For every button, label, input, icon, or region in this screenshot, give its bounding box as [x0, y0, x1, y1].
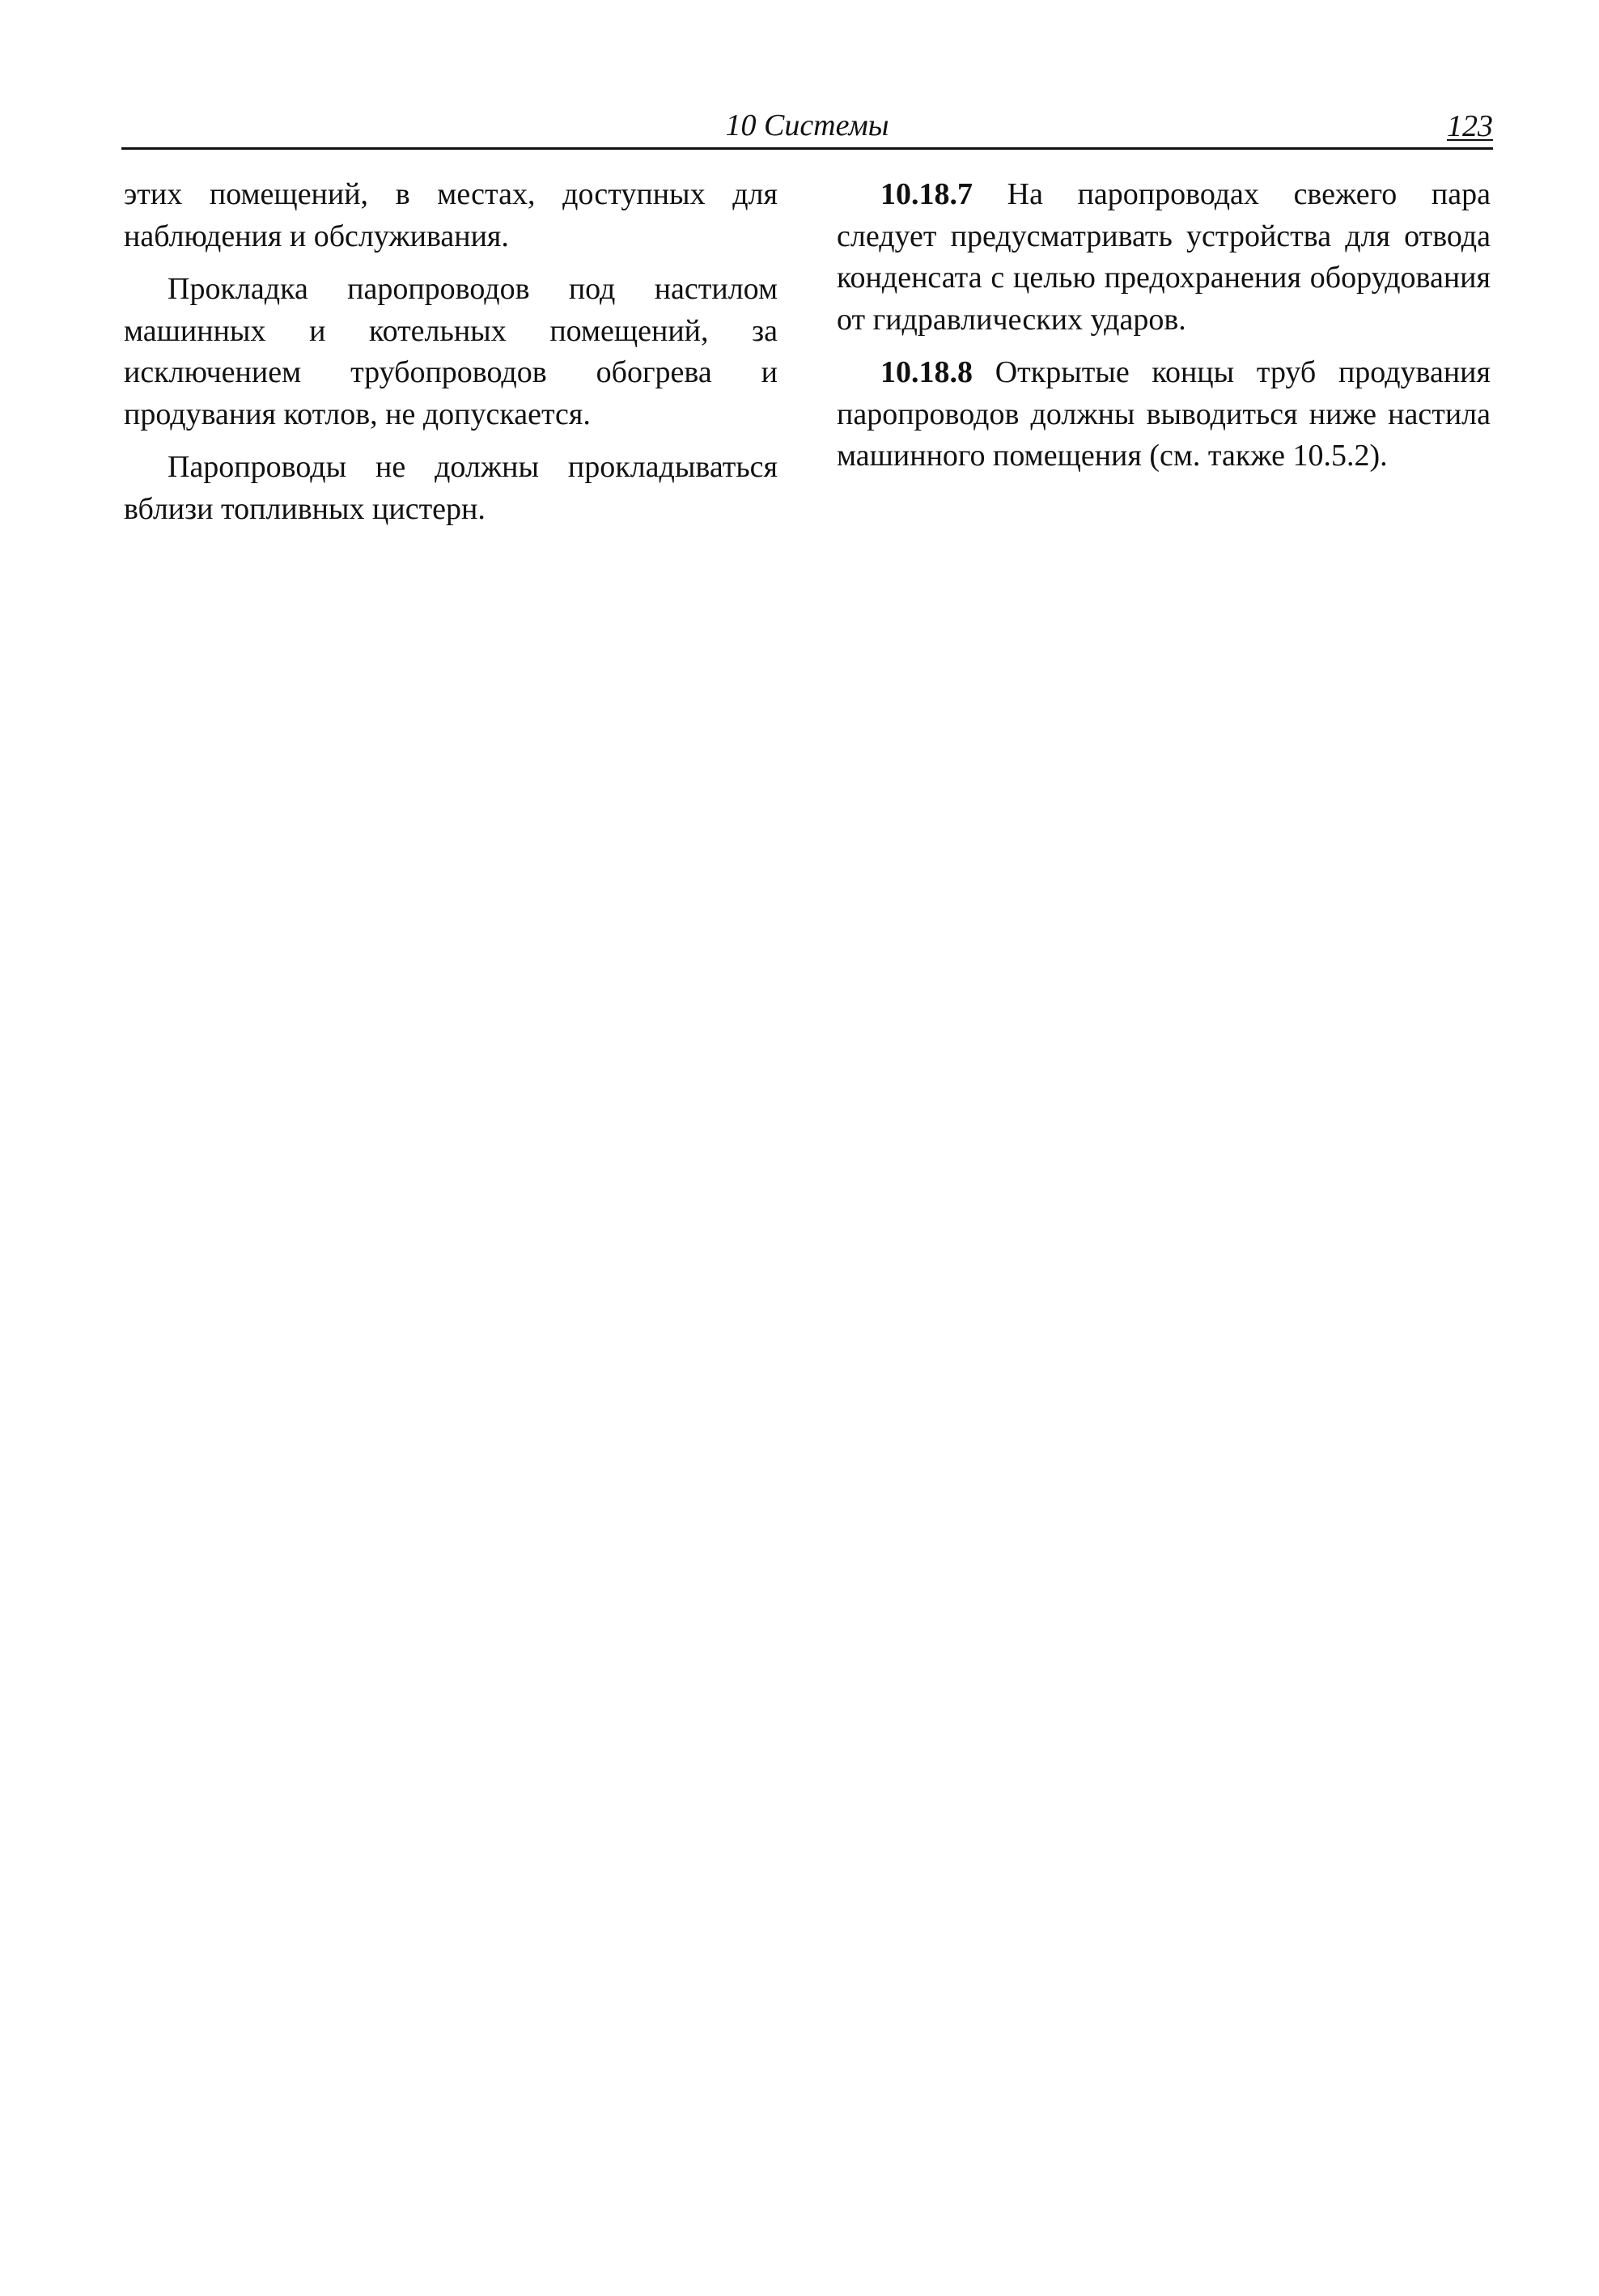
clause-number-10-18-7: 10.18.7: [880, 177, 973, 211]
continued-paragraph: этих помещений, в местах, доступных для наблюдения и обслуживания.: [124, 177, 778, 253]
right-text-column: [837, 174, 1491, 489]
clause-text-10-18-7: На паропроводах свежего пара следует предусматривать устройства для отвода конденсата с целью предохранения оборудования от гидравлических ударов.: [837, 177, 1491, 337]
running-title: 10 Системы: [725, 108, 889, 142]
page-number: 123: [1447, 109, 1493, 143]
clause-10-18-7: [837, 174, 1491, 341]
running-header: [121, 105, 1493, 150]
clause-number-10-18-8: 10.18.8: [880, 355, 973, 389]
fuel-tank-distance-paragraph: Паропроводы не должны прокладываться вблизи топливных цистерн.: [124, 450, 778, 526]
steam-pipe-routing-paragraph: Прокладка паропроводов под настилом машинных и котельных помещений, за исключением трубопроводов обогрева и продувания котлов, не допускается.: [124, 272, 778, 431]
left-text-column: [124, 174, 778, 541]
clause-10-18-8: [837, 352, 1491, 477]
clause-text-10-18-8: Открытые концы труб продувания паропроводов должны выводиться ниже настила машинного помещения (см. также 10.5.2).: [837, 355, 1491, 473]
